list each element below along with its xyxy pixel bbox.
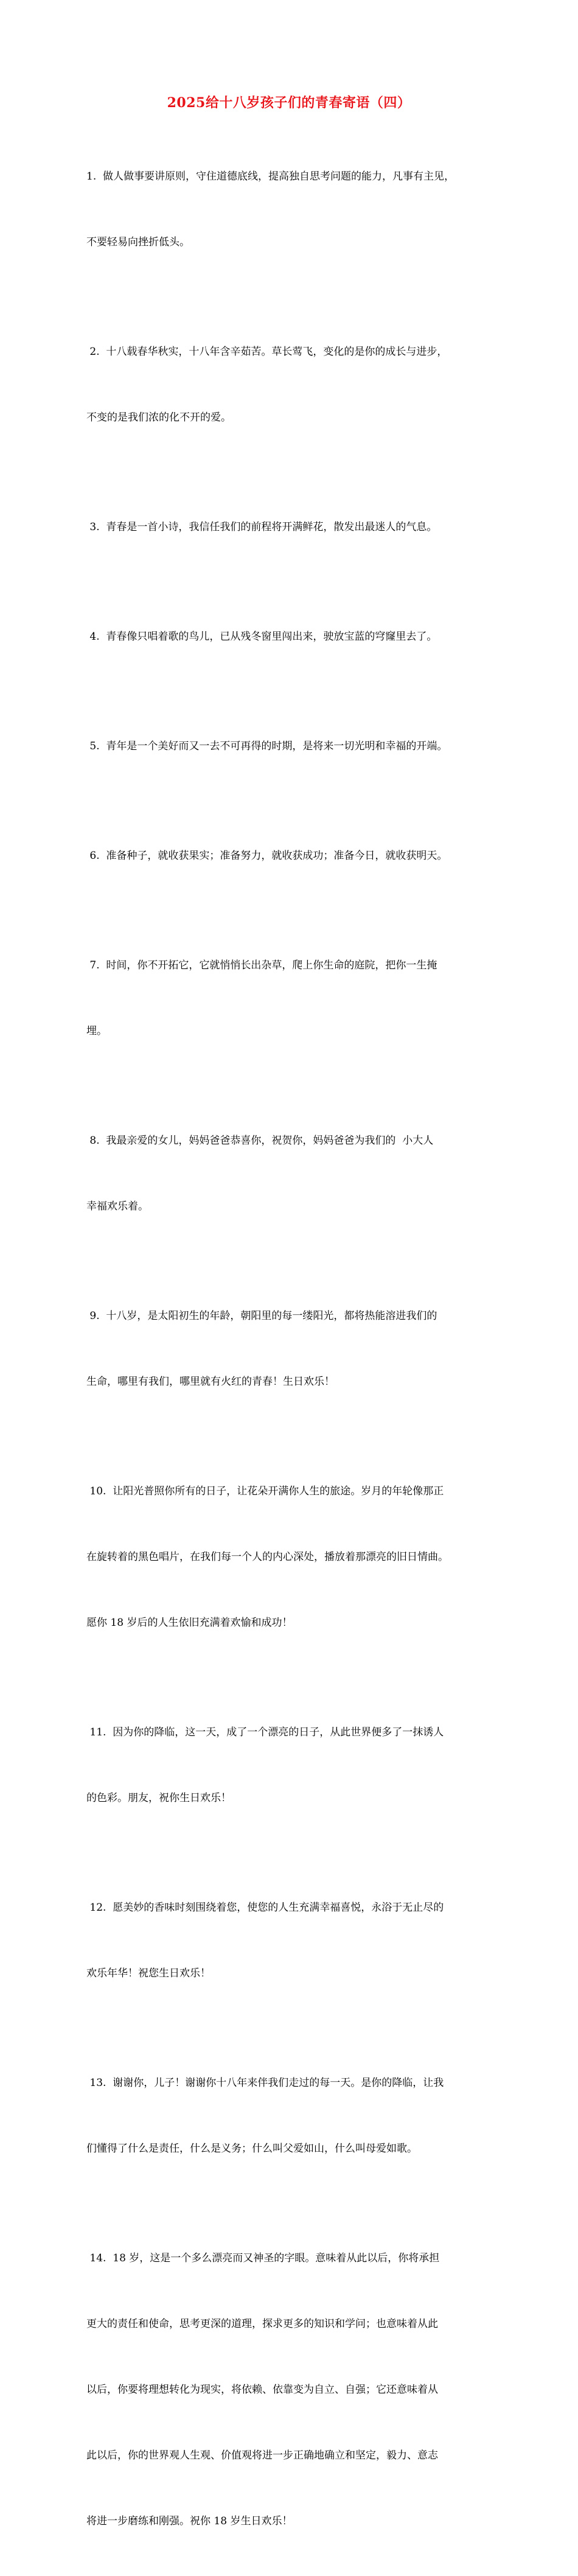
item-line: 埋。: [86, 1025, 107, 1037]
item-line: 1. 做人做事要讲原则，守住道德底线，提高独自思考问题的能力，凡事有主见，: [86, 170, 455, 183]
item-line: 以后，你要将理想转化为现实，将依赖、依靠变为自立、自强；它还意味着从: [86, 2384, 438, 2396]
document-title: 2025给十八岁孩子们的青春寄语（四）: [167, 95, 411, 111]
list-item: [86, 582, 500, 691]
item-line: 8. 我最亲爱的女儿，妈妈爸爸恭喜你，祝贺你，妈妈爸爸为我们的 小大人: [86, 1135, 434, 1147]
list-item: [86, 1678, 500, 1853]
list-item: [86, 1086, 500, 1261]
item-line: 更大的责任和使命，思考更深的道理，探求更多的知识和学问；也意味着从此: [86, 2318, 438, 2330]
list-item: [86, 1853, 500, 2028]
list-item: [86, 1437, 500, 1678]
item-line: 们懂得了什么是责任，什么是义务；什么叫父爱如山，什么叫母爱如歌。: [86, 2143, 417, 2155]
item-line: 3. 青春是一首小诗，我信任我们的前程将开满鲜花，散发出最迷人的气息。: [86, 521, 437, 533]
item-line: 12. 愿美妙的香味时刻围绕着您，使您的人生充满幸福喜悦，永浴于无止尽的: [86, 1902, 444, 1914]
list-item: [86, 122, 500, 297]
item-line: 将进一步磨练和刚强。祝你 18 岁生日欢乐！: [86, 2515, 293, 2527]
item-line: 生命，哪里有我们，哪里就有火红的青春！生日欢乐！: [86, 1376, 335, 1388]
list-item: [86, 297, 500, 472]
item-line: 在旋转着的黑色唱片，在我们每一个人的内心深处，播放着那漂亮的旧日情曲。: [86, 1551, 448, 1563]
list-item: [86, 1261, 500, 1437]
item-line: 2. 十八载春华秋实，十八年含辛茹苦。草长莺飞，变化的是你的成长与进步，: [86, 346, 448, 358]
item-line: 11. 因为你的降临，这一天，成了一个漂亮的日子，从此世界便多了一抹诱人: [86, 1726, 444, 1738]
item-line: 9. 十八岁，是太阳初生的年龄，朝阳里的每一缕阳光，都将热能溶进我们的: [86, 1310, 437, 1322]
item-line: 幸福欢乐着。: [86, 1200, 148, 1213]
list-item: [86, 2028, 500, 2203]
item-line: 不要轻易向挫折低头。: [86, 236, 190, 248]
item-line: 不变的是我们浓的化不开的爱。: [86, 411, 231, 424]
list-item: [86, 472, 500, 582]
item-line: 14. 18 岁，这是一个多么漂亮而又神圣的字眼。意味着从此以后，你将承担: [86, 2252, 440, 2264]
item-line: 10. 让阳光普照你所有的日子，让花朵开满你人生的旅途。岁月的年轮像那正: [86, 1485, 444, 1497]
item-line: 13. 谢谢你，儿子！谢谢你十八年来伴我们走过的每一天。是你的降临，让我: [86, 2077, 444, 2089]
item-line: 7. 时间，你不开拓它，它就悄悄长出杂草，爬上你生命的庭院，把你一生掩: [86, 959, 437, 971]
item-line: 6. 准备种子，就收获果实；准备努力，就收获成功；准备今日，就收获明天。: [86, 850, 448, 862]
list-item: [86, 911, 500, 1086]
list-item: [86, 691, 500, 801]
item-line: 此以后，你的世界观人生观、价值观将进一步正确地确立和坚定，毅力、意志: [86, 2449, 438, 2462]
item-line: 的色彩。朋友，祝你生日欢乐！: [86, 1792, 231, 1804]
item-line: 愿你 18 岁后的人生依旧充满着欢愉和成功！: [86, 1617, 293, 1629]
list-item: [86, 2203, 500, 2576]
item-line: 欢乐年华！祝您生日欢乐！: [86, 1967, 211, 1979]
list-item: [86, 801, 500, 911]
item-line: 5. 青年是一个美好而又一去不可再得的时期，是将来一切光明和幸福的开端。: [86, 740, 448, 752]
item-line: 4. 青春像只唱着歌的鸟儿，已从残冬窗里闯出来，驶放宝蓝的穹窿里去了。: [86, 631, 437, 643]
item-list: [86, 122, 500, 2576]
